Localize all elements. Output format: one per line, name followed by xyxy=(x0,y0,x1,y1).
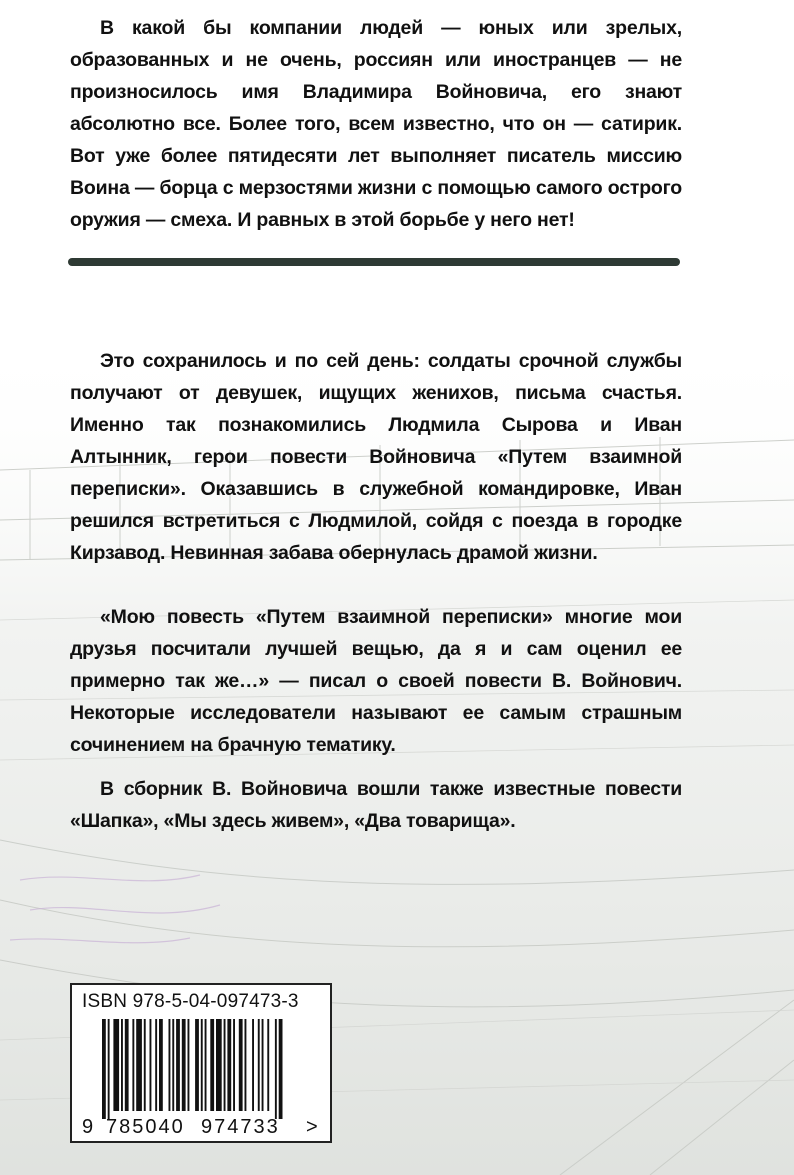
barcode-bar xyxy=(258,1019,260,1111)
isbn-label: ISBN 978-5-04-097473-3 xyxy=(82,991,299,1012)
barcode-bar xyxy=(113,1019,119,1111)
barcode-bar xyxy=(252,1019,254,1111)
barcode-bar xyxy=(275,1019,277,1119)
collection-note-paragraph: В сборник В. Войновича вошли также известные повести «Шапка», «Мы здесь живем», «Два товарища». xyxy=(70,778,682,832)
barcode-bar xyxy=(102,1019,106,1119)
barcode-bar xyxy=(159,1019,163,1111)
barcode-bar xyxy=(188,1019,190,1111)
barcode-bar xyxy=(155,1019,157,1111)
barcode-digit-lead: 9 xyxy=(82,1116,94,1138)
barcode-bar xyxy=(245,1019,247,1111)
intro-paragraph: В какой бы компании людей — юных или зрелых, образованных и не очень, россиян или иностранцев — не произносилось имя Владимира Войновича, его знают абсолютно все. Более того, всем известно, что он — сатирик. Вот уже более пятидесяти лет выполняет писатель миссию Воина — борца с мерзостями жизни с помощью самого острого оружия — смеха. И равных в этой борьбе у него нет! xyxy=(70,17,682,231)
barcode-bar xyxy=(182,1019,186,1111)
barcode-bar xyxy=(172,1019,174,1111)
barcode-quiet-mark: > xyxy=(306,1116,318,1138)
barcode-bar xyxy=(132,1019,134,1111)
barcode-bar xyxy=(216,1019,222,1111)
barcode-bar xyxy=(108,1019,110,1119)
author-quote-paragraph: «Мою повесть «Путем взаимной переписки» многие мои друзья посчитали лучшей вещью, да я и сам оценил ее примерно так же…» — писал о своей повести В. Войнович. Некоторые исследователи называют ее самым страшным сочинением на брачную тематику. xyxy=(70,606,682,756)
barcode-bar xyxy=(210,1019,214,1111)
barcode-bar xyxy=(205,1019,207,1111)
barcode-digits-right: 974733 xyxy=(201,1116,280,1138)
isbn-barcode xyxy=(70,983,332,1143)
barcode-bar xyxy=(144,1019,146,1111)
barcode-bars xyxy=(72,985,330,1141)
barcode-bar xyxy=(150,1019,152,1111)
synopsis-paragraph: Это сохранилось и по сей день: солдаты срочной службы получают от девушек, ищущих женихов, письма счастья. Именно так познакомились Людмила Сырова и Иван Алтынник, герои повести Войновича «Путем взаимной переписки». Оказавшись в служебной командировке, Иван решился встретиться с Людмилой, сойдя с поезда в городке Кирзавод. Невинная забава обернулась драмой жизни. xyxy=(70,350,682,564)
barcode-bar xyxy=(239,1019,243,1111)
barcode-bar xyxy=(176,1019,180,1111)
barcode-bar xyxy=(201,1019,203,1111)
barcode-bar xyxy=(227,1019,231,1111)
barcode-digits-left: 785040 xyxy=(106,1116,185,1138)
barcode-bar xyxy=(136,1019,142,1111)
barcode-bar xyxy=(121,1019,123,1111)
barcode-bar xyxy=(279,1019,283,1119)
barcode-bar xyxy=(233,1019,235,1111)
barcode-bar xyxy=(125,1019,129,1111)
barcode-bar xyxy=(224,1019,226,1111)
barcode-bar xyxy=(267,1019,269,1111)
barcode-bar xyxy=(169,1019,171,1111)
barcode-bar xyxy=(195,1019,199,1111)
barcode-bar xyxy=(262,1019,264,1111)
section-divider xyxy=(68,258,680,266)
